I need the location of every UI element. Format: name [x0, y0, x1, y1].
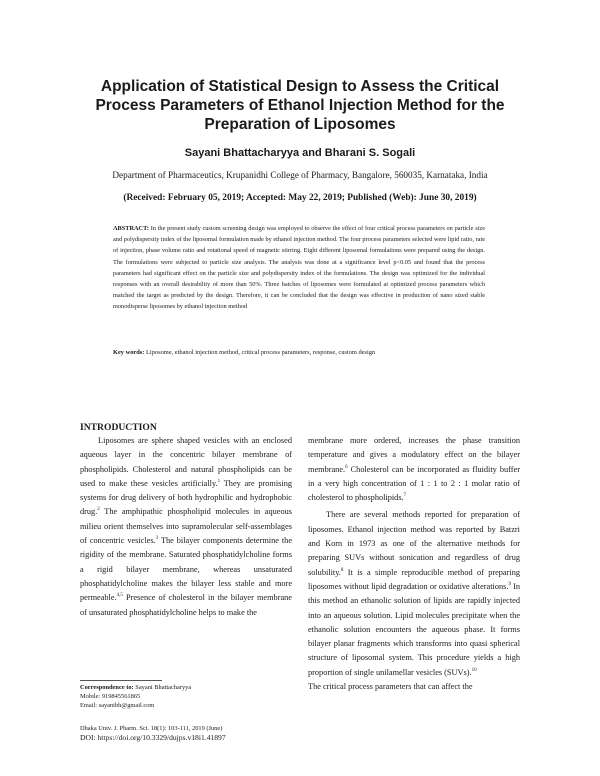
citation-ref: 1	[217, 479, 221, 485]
title-line: Preparation of Liposomes	[204, 116, 396, 133]
paragraph	[308, 434, 520, 505]
correspondence	[80, 683, 191, 711]
journal-info	[80, 724, 226, 742]
section-heading: INTRODUCTION	[80, 422, 157, 433]
citation-ref: 4,5	[116, 593, 123, 599]
text-run: The bilayer components determine the rigidity of the membrane. Saturated phosphatidylcholine forms a rigid bilayer membrane, whereas unsaturated phosphatidylcholine makes the bilayer less stable and more permeable.	[80, 536, 293, 603]
doi-link[interactable]: DOI: https://doi.org/10.3329/dujps.v18i1.41897	[80, 733, 226, 742]
citation-ref: 7	[403, 493, 407, 499]
footnote-rule	[80, 680, 162, 681]
text-run: Liposomes are sphere shaped vesicles with an enclosed aqueous layer in the concentric bilayer membrane of phospholipids. Cholesterol and natural phospholipids can be used to make these vesicles artificially.	[80, 436, 292, 488]
paper-title	[60, 77, 540, 134]
correspondence-mobile: Mobile: 919845561865	[80, 693, 141, 701]
text-run: They are promising systems for drug delivery of both hydrophilic and hydrophobic drug.	[80, 478, 292, 517]
abstract-label: ABSTRACT:	[113, 225, 149, 232]
text-run: The amphipathic phospholipid molecules in aqueous milieu orient themselves into supramolecular self-assemblages of concentric vesicles.	[80, 507, 292, 546]
citation-ref: 3	[155, 536, 159, 542]
author-list: Sayani Bhattacharyya and Bharani S. Sogali	[184, 147, 416, 159]
title-line: Application of Statistical Design to Assess the Critical	[100, 78, 500, 95]
paragraph: The critical process parameters that can affect the	[308, 682, 473, 692]
correspondence-line	[80, 683, 191, 692]
keywords	[113, 349, 493, 356]
citation-ref: 10	[471, 667, 477, 673]
abstract-text: In the present study custom screening design was employed to observe the effect of four critical process parameters on particle size and polydispersity index of the liposomal formulation made by ethanol injection method. The four process parameters selected were lipid ratio, rate of injection, phase volume ratio and rotational speed of magnetic stirring. Eight different liposomal formulations were prepared using the design. The formulations were subjected to particle size analysis. The analysis was done at a significance level p<0.05 and found that the process parameters had significant effect on the particle size and polydispersity index of the formulations. The design was optimized for the individual responses with an overall desirability of more than 50%. Three batches of liposomes were formulated at optimized process parameters which matched the target as predicted by the design. Therefore, it can be concluded that the design was effective in production of nano sized stable monodisperse liposomes by ethanol injection method	[113, 225, 485, 311]
citation-ref: 6	[345, 464, 348, 470]
citation-ref: 8	[340, 567, 344, 573]
text-run: Cholesterol can be incorporated as fluidity buffer in a very high concentration of 1 : 1 to 2 : 1 molar ratio of cholesterol to phospholipids.	[308, 464, 520, 503]
keywords-text: Liposome, ethanol injection method, critical process parameters, response, custom design	[146, 349, 376, 356]
journal-citation: Dhaka Univ. J. Pharm. Sci. 18(1): 103-111, 2019 (June)	[80, 725, 223, 732]
correspondence-name: Sayani Bhattacharyya	[133, 684, 192, 691]
affiliation: Department of Pharmaceutics, Krupanidhi College of Pharmacy, Bangalore, 560035, Karnataka, India	[112, 170, 488, 180]
abstract	[113, 223, 485, 313]
correspondence-label: Correspondence to:	[80, 684, 134, 691]
text-run: It is a simple reproducible method of preparing liposomes without lipid degradation or oxidative alterations.	[308, 567, 520, 591]
text-run: Presence of cholesterol in the bilayer membrane of unsaturated phosphatidylcholine helps to make the	[80, 593, 292, 617]
text-run: In this method an ethanolic solution of lipids are rapidly injected into an aqueous solution. Lipid molecules precipitate when the ethanolic solution encounters the aqueous phase. It forms bilayer planar fragments which transforms into quasi spherical structure of liposomal system. This procedure yields a high proportion of single unilamellar vesicles (SUVs).	[308, 581, 520, 677]
paragraph	[80, 434, 292, 620]
paragraph	[308, 508, 520, 680]
publication-dates: (Received: February 05, 2019; Accepted: May 22, 2019; Published (Web): June 30, 2019)	[123, 193, 477, 203]
text-run: membrane more ordered, increases the phase transition temperature and gives a modulatory effect on the bilayer membrane.	[308, 436, 520, 474]
left-column	[80, 434, 292, 620]
citation-ref: 2	[97, 507, 100, 513]
right-column	[308, 434, 520, 694]
correspondence-email: Email: sayanibh@gmail.com	[80, 702, 155, 710]
title-line: Process Parameters of Ethanol Injection Method for the	[95, 97, 505, 114]
text-run: There are several methods reported for preparation of liposomes. Ethanol injection method was reported by Batzri and Korn in 1973 as one of the alternative methods for preparing SUVs without sonication and regardless of drug solubility.	[308, 510, 520, 577]
citation-ref: 9	[508, 582, 511, 588]
keywords-label: Key words:	[113, 349, 145, 356]
